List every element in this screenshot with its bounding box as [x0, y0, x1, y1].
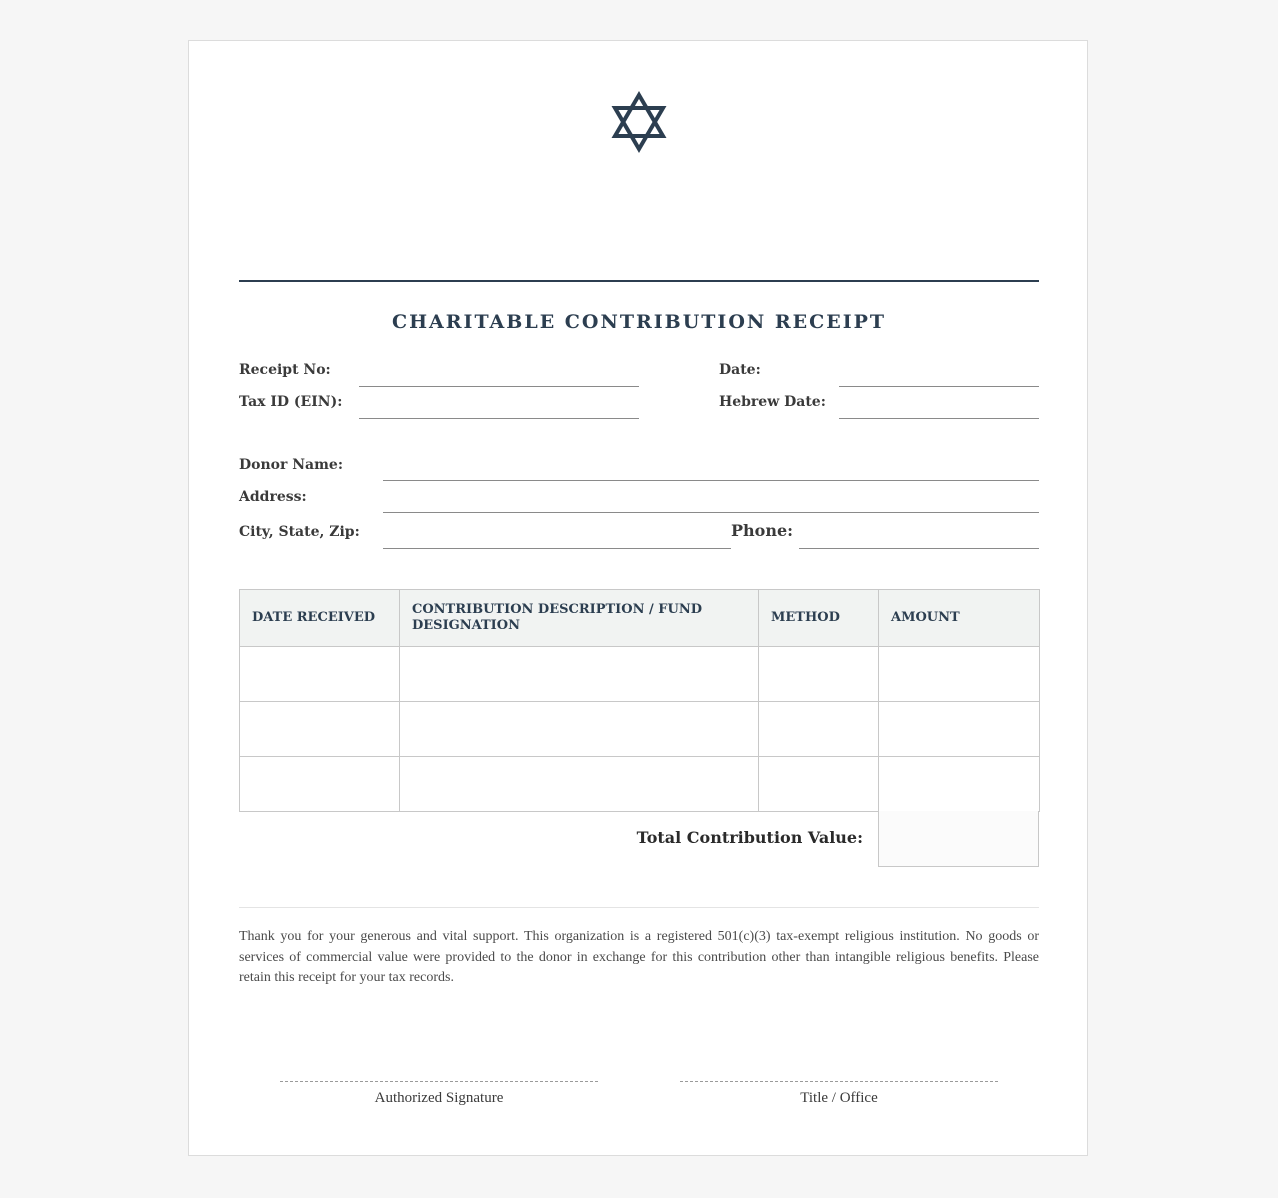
date-label: Date: [719, 362, 761, 378]
title-office-label: Title / Office [800, 1090, 878, 1106]
address-field[interactable] [383, 512, 1039, 513]
receipt-no-label: Receipt No: [239, 362, 331, 378]
receipt-no-field[interactable] [359, 386, 639, 387]
table-cell[interactable] [879, 702, 1040, 757]
column-header-description: CONTRIBUTION DESCRIPTION / FUND DESIGNATION [400, 590, 759, 647]
date-field[interactable] [839, 386, 1039, 387]
city-state-zip-label: City, State, Zip: [239, 524, 360, 540]
table-row [240, 702, 1040, 757]
phone-field[interactable] [799, 548, 1039, 549]
receipt-document [188, 40, 1088, 1156]
table-cell[interactable] [879, 647, 1040, 702]
authorized-signature-line[interactable] [280, 1081, 598, 1082]
hebrew-date-label: Hebrew Date: [719, 394, 826, 410]
total-contribution-label: Total Contribution Value: [636, 828, 863, 847]
donor-name-field[interactable] [383, 480, 1039, 481]
table-cell[interactable] [759, 757, 879, 812]
table-cell[interactable] [759, 702, 879, 757]
column-header-method: METHOD [759, 590, 879, 647]
table-cell[interactable] [240, 757, 400, 812]
hebrew-date-field[interactable] [839, 418, 1039, 419]
table-cell[interactable] [240, 647, 400, 702]
table-cell[interactable] [400, 757, 759, 812]
footer-divider [239, 907, 1039, 908]
table-cell[interactable] [400, 702, 759, 757]
table-header-row [240, 590, 1040, 647]
authorized-signature-label: Authorized Signature [374, 1090, 504, 1106]
column-header-amount: AMOUNT [879, 590, 1040, 647]
table-cell[interactable] [879, 757, 1040, 812]
table-row [240, 647, 1040, 702]
header-rule [239, 280, 1039, 282]
table-cell[interactable] [400, 647, 759, 702]
tax-id-field[interactable] [359, 418, 639, 419]
tax-id-label: Tax ID (EIN): [239, 394, 343, 410]
phone-label: Phone: [731, 521, 794, 540]
star-of-david-icon [611, 91, 667, 153]
document-title: CHARITABLE CONTRIBUTION RECEIPT [391, 311, 887, 333]
title-office-line[interactable] [680, 1081, 998, 1082]
table-cell[interactable] [240, 702, 400, 757]
tax-disclaimer-text: Thank you for your generous and vital support. This organization is a registered 501(c)(3) tax-exempt religious institution. No goods or services of commercial value were provided to the donor in exchange for this contribution other than intangible religious benefits. Please retain this receipt for your tax records. [239, 929, 1039, 985]
table-cell[interactable] [759, 647, 879, 702]
total-contribution-field[interactable] [878, 811, 1039, 867]
table-row [240, 757, 1040, 812]
address-label: Address: [239, 489, 307, 505]
contributions-table [239, 589, 1040, 812]
donor-name-label: Donor Name: [239, 457, 344, 473]
city-state-zip-field[interactable] [383, 548, 731, 549]
column-header-date-received: DATE RECEIVED [240, 590, 400, 647]
